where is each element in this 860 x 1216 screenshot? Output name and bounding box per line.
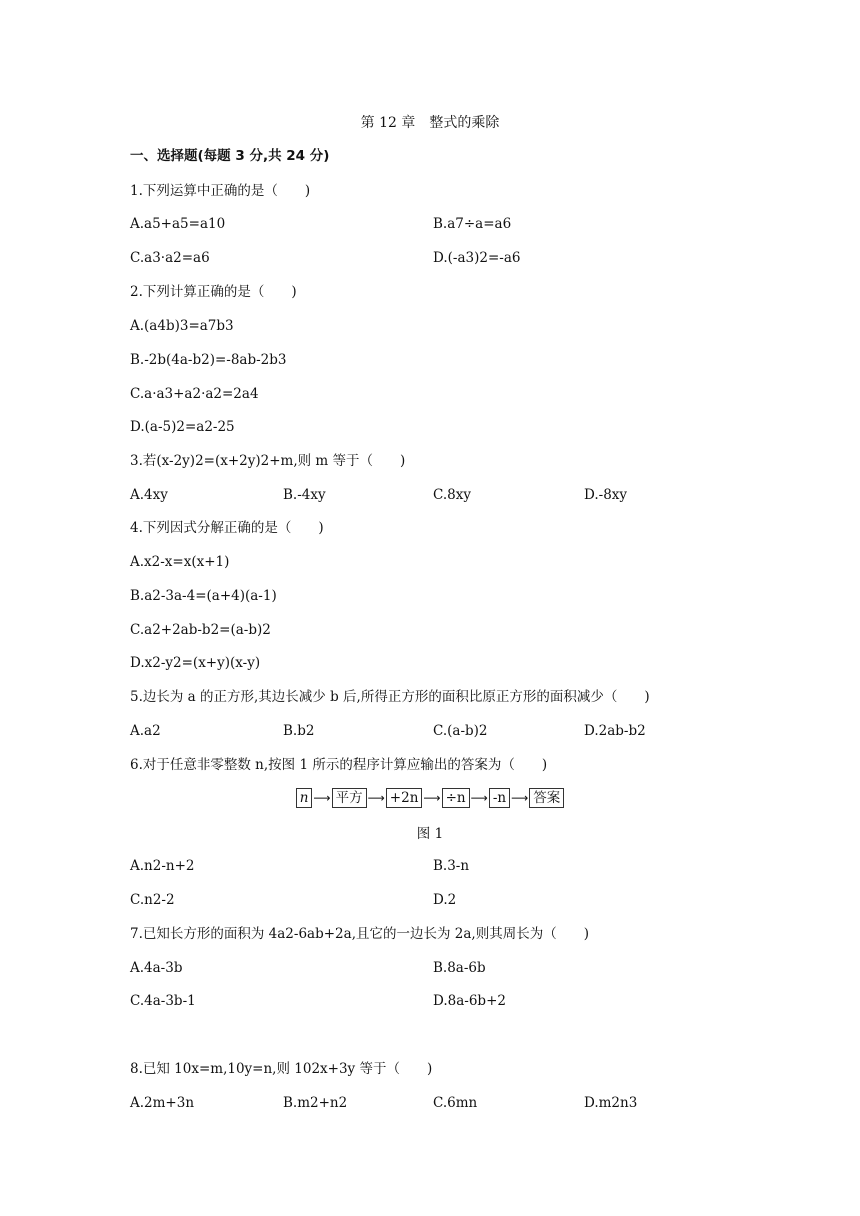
question-8-option-d: D.m2n3 <box>584 1095 638 1111</box>
question-6-option-a: A.n2-n+2 <box>130 858 195 874</box>
question-4-option-a: A.x2-x=x(x+1) <box>130 554 230 570</box>
question-4-stem: 4.下列因式分解正确的是（ ) <box>130 520 324 536</box>
flow-step-input: n <box>296 788 313 808</box>
flow-step-output: 答案 <box>529 788 564 808</box>
question-3-option-a: A.4xy <box>130 487 168 503</box>
question-5-stem: 5.边长为 a 的正方形,其边长减少 b 后,所得正方形的面积比原正方形的面积减少（ ) <box>130 689 650 705</box>
question-1-option-a: A.a5+a5=a10 <box>130 216 226 232</box>
question-7-option-b: B.8a-6b <box>433 960 486 976</box>
question-4-option-b: B.a2-3a-4=(a+4)(a-1) <box>130 588 277 604</box>
question-7-option-c: C.4a-3b-1 <box>130 993 196 1009</box>
question-4-option-d: D.x2-y2=(x+y)(x-y) <box>130 655 261 671</box>
flow-step-square: 平方 <box>332 788 367 808</box>
question-5-option-c: C.(a-b)2 <box>433 723 488 739</box>
flow-step-add: +2n <box>386 788 423 808</box>
question-8-option-b: B.m2+n2 <box>283 1095 348 1111</box>
arrow-icon: ⟶ <box>511 791 529 805</box>
question-1-stem: 1.下列运算中正确的是（ ) <box>130 183 311 199</box>
question-2-option-d: D.(a-5)2=a2-25 <box>130 419 235 435</box>
chapter-title: 第 12 章 整式的乘除 <box>360 115 500 131</box>
question-8-stem: 8.已知 10x=m,10y=n,则 102x+3y 等于（ ) <box>130 1061 433 1077</box>
question-7-stem: 7.已知长方形的面积为 4a2-6ab+2a,且它的一边长为 2a,则其周长为（ ) <box>130 926 589 942</box>
program-flowchart <box>0 788 860 808</box>
question-2-option-b: B.-2b(4a-b2)=-8ab-2b3 <box>130 352 287 368</box>
question-1-option-c: C.a3·a2=a6 <box>130 250 210 266</box>
question-1-option-b: B.a7÷a=a6 <box>433 216 512 232</box>
question-3-option-b: B.-4xy <box>283 487 326 503</box>
question-7-option-d: D.8a-6b+2 <box>433 993 506 1009</box>
question-6-stem: 6.对于任意非零整数 n,按图 1 所示的程序计算应输出的答案为（ ) <box>130 757 548 773</box>
question-8-option-c: C.6mn <box>433 1095 478 1111</box>
question-3-stem: 3.若(x-2y)2=(x+2y)2+m,则 m 等于（ ) <box>130 453 406 469</box>
figure-caption: 图 1 <box>416 826 444 842</box>
question-7-option-a: A.4a-3b <box>130 960 183 976</box>
question-4-option-c: C.a2+2ab-b2=(a-b)2 <box>130 622 271 638</box>
question-2-option-c: C.a·a3+a2·a2=2a4 <box>130 386 259 402</box>
question-6-option-d: D.2 <box>433 892 457 908</box>
arrow-icon: ⟶ <box>367 791 385 805</box>
question-6-option-c: C.n2-2 <box>130 892 175 908</box>
question-2-option-a: A.(a4b)3=a7b3 <box>130 318 234 334</box>
flow-step-subtract: -n <box>489 788 510 808</box>
question-3-option-c: C.8xy <box>433 487 471 503</box>
question-8-option-a: A.2m+3n <box>130 1095 195 1111</box>
section-heading: 一、选择题(每题 3 分,共 24 分) <box>130 148 330 164</box>
question-6-option-b: B.3-n <box>433 858 470 874</box>
question-1-option-d: D.(-a3)2=-a6 <box>433 250 521 266</box>
arrow-icon: ⟶ <box>313 791 331 805</box>
question-5-option-d: D.2ab-b2 <box>584 723 646 739</box>
question-3-option-d: D.-8xy <box>584 487 628 503</box>
flow-step-divide: ÷n <box>442 788 470 808</box>
arrow-icon: ⟶ <box>423 791 441 805</box>
question-5-option-b: B.b2 <box>283 723 315 739</box>
arrow-icon: ⟶ <box>470 791 488 805</box>
question-2-stem: 2.下列计算正确的是（ ) <box>130 284 297 300</box>
question-5-option-a: A.a2 <box>130 723 161 739</box>
